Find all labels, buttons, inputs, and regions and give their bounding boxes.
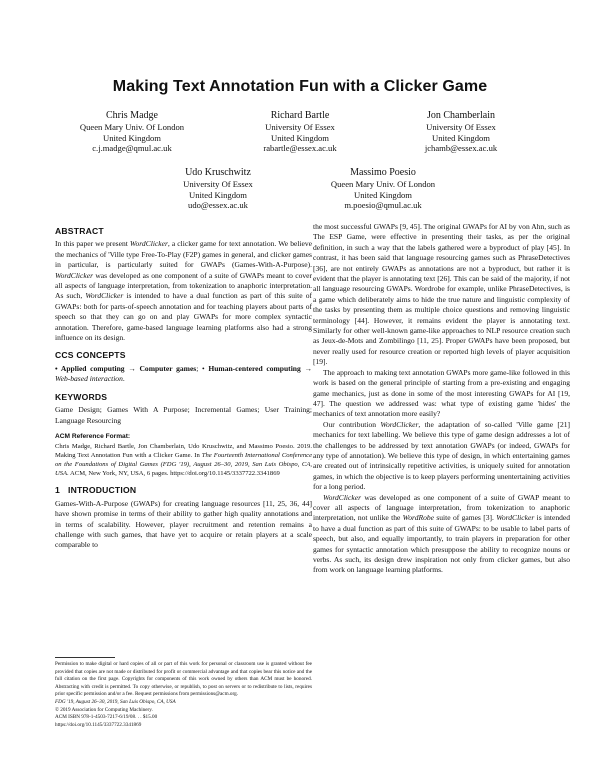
body-paragraph: the most successful GWAPs [9, 45]. The original GWAPs for AI by von Ahn, such as The ESP Game, were effective in presenting their tasks, as per the original definition, in such a way that the labels gathered were a byproduct of play [45]. In contrast, it has been said that language resourcing games such as PhraseDetectives [36], are not entirely GWAPs as annotations are not a byproduct, but rather it is evident that the player is annotating text [26]. This can be said of the majority, if not all language resourcing GWAPs. Wordrobe for example, unlike PhraseDetectives, is a game which deliberately aims to hide the true nature and linguistic complexity of the tasks by presenting them as multiple choice questions and removing linguistic terminology [44]. However, it remains evident the player is annotating text. Similarly for other well-known game-like approaches to NLP resource creation such as Jeux-de-Mots and Zombilingo [11, 25]. Proper GWAPs have been proposed, but never really used for resource creation or reported high levels of player acquisition [19].: [313, 222, 570, 367]
author-email: rabartle@essex.ac.uk: [263, 143, 337, 154]
introduction-text: Games-With-A-Purpose (GWAPs) for creating language resources [11, 25, 36, 44] have shown promise in terms of their ability to gather high quality annotations and in terms of scalability. However, player recruitment and retention remains a challenge with such games, that have yet to acquire or retain players at a scale comparable to: [55, 498, 312, 550]
author-email: c.j.madge@qmul.ac.uk: [92, 143, 172, 154]
author-country: United Kingdom: [431, 132, 490, 143]
body-paragraph: Our contribution WordClicker, the adaptation of so-called 'Ville game [21] mechanics for text labelling. We believe this type of game design addresses a lot of the challenges to be addressed by text annotation GWAPs (or indeed, GWAPs for any type of annotation). We believe this type of design, in which entertaining games are created out of intrinsically repetitive activities, is uniquely suited for annotation games, in which the objective is to keep players performing unentertaining activities for a long period.: [313, 419, 571, 492]
ccs-text: • Applied computing → Computer games; • Human-centered computing → Web-based interaction.: [55, 363, 312, 384]
author-country: United Kingdom: [188, 189, 247, 200]
author-affiliation: University Of Essex: [265, 122, 335, 132]
left-column: [55, 219, 312, 551]
author-country: United Kingdom: [102, 132, 161, 143]
author-name: Massimo Poesio: [350, 167, 416, 178]
body-paragraph: The approach to making text annotation GWAPs more game-like followed in this work is based on the general principle of starting from a pre-existing and engaging game mechanics, just as done in some of the most interesting GWAPs for AI [19, 47]. The question we addressed was: what type of existing game 'hides' the mechanics of text annotation more easily?: [313, 367, 570, 419]
author-block: [215, 110, 385, 154]
author-affiliation: University Of Essex: [183, 179, 253, 189]
author-country: United Kingdom: [270, 132, 329, 143]
author-name: Jon Chamberlain: [426, 110, 496, 121]
keywords-text: Game Design; Games With A Purpose; Incremental Games; User Training; Language Resourcing: [55, 405, 312, 425]
author-block: [298, 167, 468, 211]
keywords-heading: KEYWORDS: [55, 391, 108, 402]
author-email: m.poesio@qmul.ac.uk: [344, 200, 422, 211]
acm-reference-text: Chris Madge, Richard Bartle, Jon Chamberlain, Udo Kruschwitz, and Massimo Poesio. 2019. Making Text Annotation Fun with a Clicker Game. In The Fourteenth International Conference on the Foundations of Digital Games (FDG '19), August 26–30, 2019, San Luis Obispo, CA, USA. ACM, New York, NY, USA, 6 pages. https://doi.org/10.1145/3337722.3341869: [55, 443, 312, 478]
author-name: Udo Kruschwitz: [185, 167, 251, 178]
abstract-heading: ABSTRACT: [55, 226, 104, 236]
author-block: [376, 110, 546, 154]
author-affiliation: Queen Mary Univ. Of London: [330, 179, 436, 189]
abstract-text: In this paper we present WordClicker, a clicker game for text annotation. We believe the mechanics of 'Ville type Free-To-Play (F2P) games in general, and clicker games in particular, is particularly suited for GWAPs (Games-With-A-Purpose). WordClicker was developed as one component of a suite of GWAPs meant to cover all aspects of language interpretation, from tokenization to anaphoric interpretation. As such, WordClicker is intended to have a dual function as part of this suite of GWAPs: both for parts-of-speech annotation and for teaching players about parts of speech so that they can go on and play GWAPs for more complex syntactic annotation. Therefore, game-based language learning platforms also had a strong influence on its design.: [55, 239, 312, 343]
right-column: [313, 222, 570, 576]
paper-title: Making Text Annotation Fun with a Clicker Game: [112, 78, 488, 95]
body-paragraph: WordClicker was developed as one component of a suite of GWAP meant to cover all aspects of language interpretation, from tokenization to anaphoric interpretation, not unlike the WordRobe suite of games [3]. WordClicker is intended to have a dual function as part of this suite of GWAPs: to be usable to label parts of speech, but also, and equally importantly, to train players in preparation for other games for syntactic annotation which presuppose the ability to recognize nouns or verbs. As such, its design drew inspiration not only from clicker games, but also from work on language learning platforms.: [313, 492, 570, 575]
ccs-heading: CCS CONCEPTS: [55, 350, 126, 361]
author-affiliation: Queen Mary Univ. Of London: [79, 122, 185, 132]
author-country: United Kingdom: [353, 189, 412, 200]
author-email: jchamb@essex.ac.uk: [424, 143, 498, 154]
author-name: Richard Bartle: [270, 110, 330, 121]
author-email: udo@essex.ac.uk: [188, 200, 248, 211]
author-block: [133, 167, 303, 211]
author-name: Chris Madge: [106, 110, 158, 121]
acm-reference-heading: ACM Reference Format:: [55, 432, 131, 440]
copyright-footnote: Permission to make digital or hard copies of all or part of this work for personal or classroom use is granted without fee provided that copies are not made or distributed for profit or commercial advantage and that copies bear this notice and the full citation on the first page. Copyrights for components of this work owned by others than ACM must be honored. Abstracting with credit is permitted. To copy otherwise, or republish, to post on servers or to redistribute to lists, requires prior specific permission and/or a fee. Request permissions from permissions@acm.org. FDG '19, August 26–30, 2019, San Luis Obispo, CA, USA © 2019 Association for Computing Machinery. ACM ISBN 978-1-4503-7217-6/19/08. . . $15.00 https://doi.org/10.1145/3337722.3341869: [55, 661, 312, 728]
author-affiliation: University Of Essex: [426, 122, 496, 132]
footnote-rule: [55, 657, 115, 658]
introduction-heading: 1 INTRODUCTION: [55, 485, 137, 496]
author-block: [47, 110, 217, 154]
